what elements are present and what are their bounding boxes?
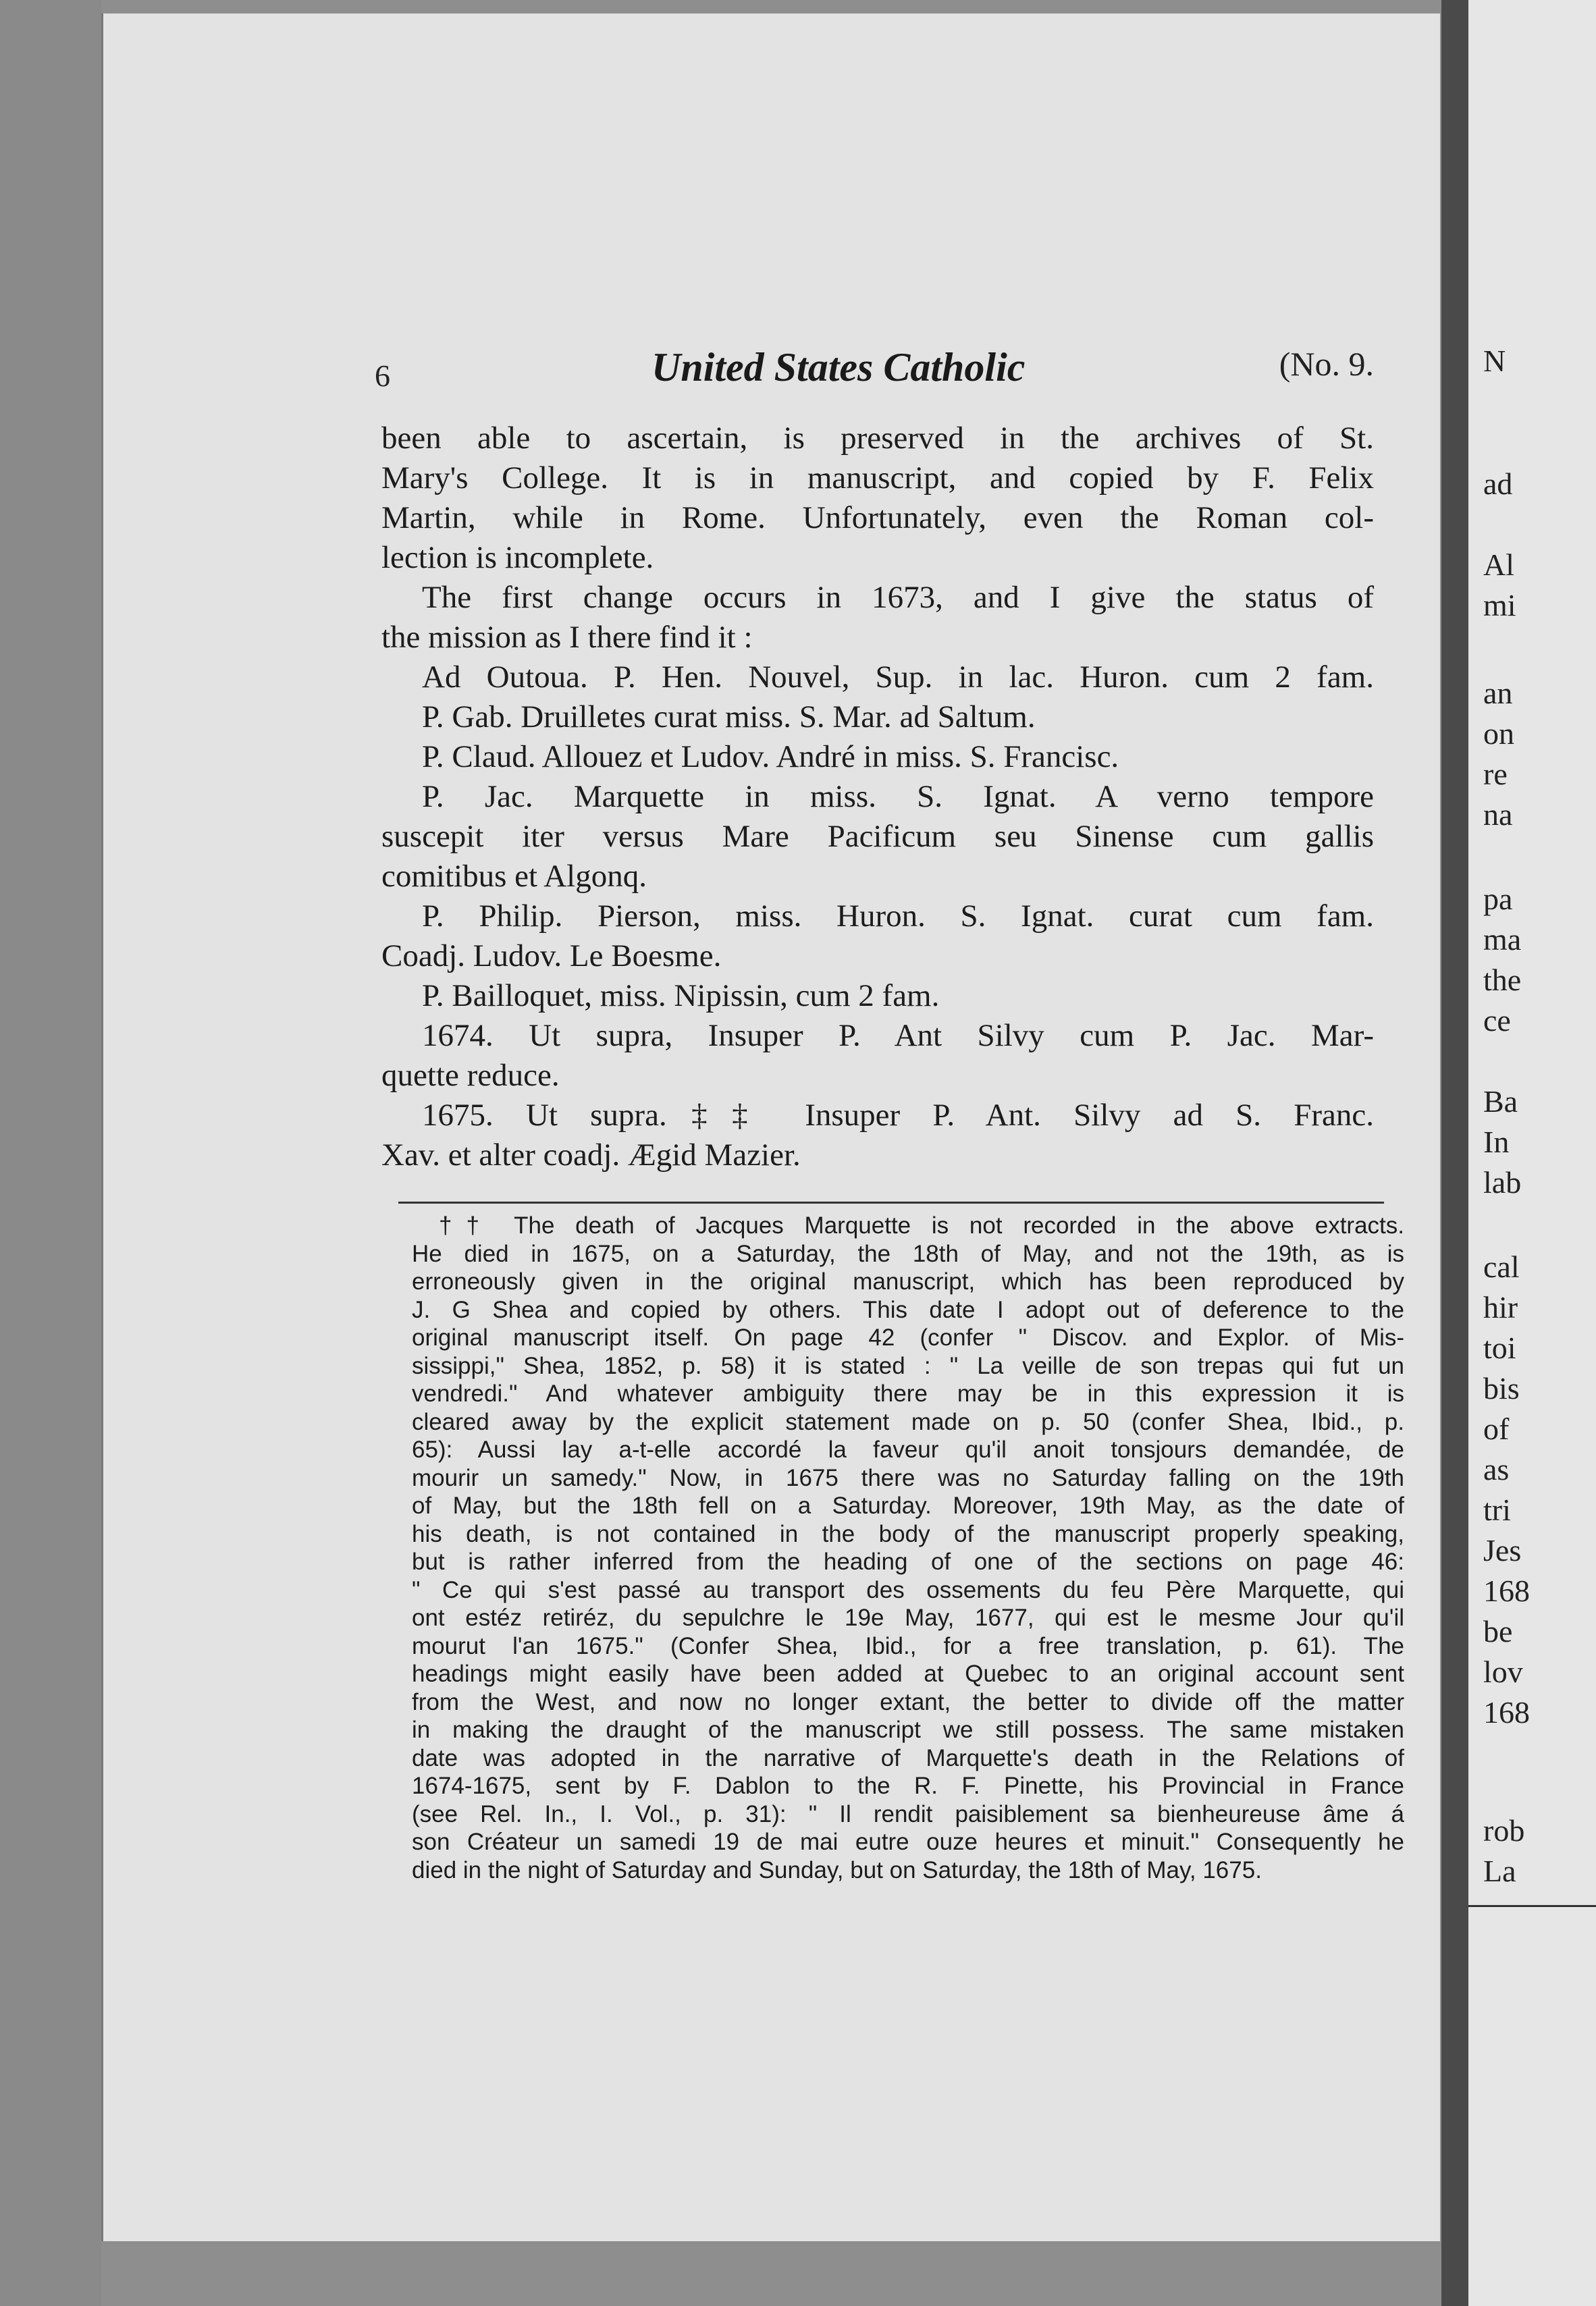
- neighbor-fragment: In: [1483, 1125, 1510, 1159]
- neighbor-fragment: na: [1483, 797, 1513, 832]
- body-line: P. Claud. Allouez et Ludov. André in miss. S. Francisc.: [422, 739, 1119, 774]
- footnote-rule: [398, 1202, 1384, 1204]
- neighbor-fragment: ad: [1483, 466, 1513, 501]
- footnote-line: vendredi." And whatever ambiguity there may be in this expression it is: [412, 1380, 1404, 1407]
- footnote-line: date was adopted in the narrative of Marquette's death in the Relations of: [412, 1744, 1404, 1771]
- neighbor-fragment: the: [1483, 963, 1522, 997]
- neighbor-fragment: cal: [1483, 1250, 1520, 1284]
- body-line: lection is incomplete.: [381, 540, 654, 575]
- footnote-line: He died in 1675, on a Saturday, the 18th of May, and not the 19th, as is: [412, 1240, 1404, 1267]
- footnote-line: " Ce qui s'est passé au transport des ossements du feu Père Marquette, qui: [412, 1576, 1404, 1603]
- neighbor-fragment: hir: [1483, 1290, 1518, 1324]
- body-line: suscepit iter versus Mare Pacificum seu Sinense cum gallis: [381, 819, 1374, 854]
- body-line: the mission as I there find it :: [381, 620, 753, 655]
- footnote-line: his death, is not contained in the body of the manuscript properly speaking,: [412, 1520, 1404, 1547]
- body-line: P. Gab. Druilletes curat miss. S. Mar. ad Saltum.: [422, 699, 1036, 734]
- neighbor-fragment: tri: [1483, 1493, 1511, 1527]
- footnote-line: died in the night of Saturday and Sunday, but on Saturday, the 18th of May, 1675.: [412, 1856, 1262, 1883]
- neighbor-fragment: re: [1483, 757, 1508, 791]
- running-head: [375, 344, 1374, 398]
- body-line: P. Jac. Marquette in miss. S. Ignat. A verno tempore: [422, 779, 1374, 814]
- footnote-line: but is rather inferred from the heading of one of the sections on page 46:: [412, 1549, 1404, 1575]
- body-line: Mary's College. It is in manuscript, and copied by F. Felix: [381, 460, 1374, 495]
- body-line: Ad Outoua. P. Hen. Nouvel, Sup. in lac. Huron. cum 2 fam.: [422, 660, 1374, 695]
- neighbor-fragment: Al: [1483, 547, 1514, 582]
- neighbor-fragment: of: [1483, 1412, 1510, 1446]
- body-line: Coadj. Ludov. Le Boesme.: [381, 938, 722, 973]
- journal-title: United States Catholic: [651, 345, 1026, 390]
- body-line: quette reduce.: [381, 1058, 560, 1093]
- body-line: P. Bailloquet, miss. Nipissin, cum 2 fam.: [422, 978, 940, 1013]
- footnote-line: (see Rel. In., I. Vol., p. 31): " Il rendit paisiblement sa bienheureuse âme á: [412, 1800, 1404, 1827]
- body-line: comitibus et Algonq.: [381, 859, 647, 894]
- footnote: [412, 1212, 1404, 1884]
- footnote-line: J. G Shea and copied by others. This date I adopt out of deference to the: [412, 1296, 1404, 1323]
- neighbor-fragment: bis: [1483, 1371, 1520, 1405]
- footnote-line: ont estéz retiréz, du sepulchre le 19e May, 1677, qui est le mesme Jour qu'il: [412, 1605, 1404, 1631]
- footnote-line: mourir un samedy." Now, in 1675 there was no Saturday falling on the 19th: [412, 1464, 1404, 1491]
- neighbor-fragment: 168: [1483, 1695, 1530, 1730]
- body-line: been able to ascertain, is preserved in the archives of St.: [381, 421, 1374, 456]
- neighbor-fragment: lov: [1483, 1655, 1523, 1689]
- neighbor-fragment: on: [1483, 716, 1514, 751]
- footnote-line: 1674-1675, sent by F. Dablon to the R. F. Pinette, his Provincial in France: [412, 1773, 1404, 1799]
- neighbor-fragment: ma: [1483, 922, 1522, 957]
- body-text: [381, 419, 1374, 1175]
- page-gutter: [1441, 0, 1468, 2306]
- footnote-line: erroneously given in the original manuscript, which has been reproduced by: [412, 1268, 1404, 1295]
- body-line: The first change occurs in 1673, and I give the status of: [422, 580, 1374, 615]
- footnote-line: son Créateur un samedi 19 de mai eutre ouze heures et minuit." Consequently he: [412, 1829, 1404, 1855]
- neighbor-fragment: La: [1483, 1854, 1516, 1888]
- footnote-line: of May, but the 18th fell on a Saturday. Moreover, 19th May, as the date of: [412, 1493, 1404, 1519]
- footnote-line: headings might easily have been added at Quebec to an original account sent: [412, 1661, 1404, 1687]
- neighbor-fragment: an: [1483, 676, 1513, 710]
- neighbor-fragment: toi: [1483, 1331, 1516, 1365]
- footnote-line: sissippi," Shea, 1852, p. 58) it is stated : " La veille de son trepas qui fut un: [412, 1352, 1404, 1379]
- footnote-line: from the West, and now no longer extant, the better to divide off the matter: [412, 1688, 1404, 1715]
- body-line: Martin, while in Rome. Unfortunately, even the Roman col-: [381, 500, 1374, 535]
- footnote-line: in making the draught of the manuscript we still possess. The same mistaken: [412, 1717, 1404, 1743]
- neighbor-fragment: rob: [1483, 1813, 1525, 1848]
- neighbor-fragment: ce: [1483, 1003, 1511, 1038]
- footnote-line: mourut l'an 1675." (Confer Shea, Ibid., for a free translation, p. 61). The: [412, 1632, 1404, 1659]
- scan-margin-left: [0, 0, 101, 2306]
- footnote-line: original manuscript itself. On page 42 (confer " Discov. and Explor. of Mis-: [412, 1324, 1404, 1351]
- issue-number: (No. 9.: [1279, 345, 1374, 383]
- neighbor-fragment: be: [1483, 1614, 1513, 1648]
- body-line: P. Philip. Pierson, miss. Huron. S. Ignat. curat cum fam.: [422, 899, 1374, 934]
- footnote-line: †† The death of Jacques Marquette is not recorded in the above extracts.: [439, 1212, 1404, 1239]
- neighbor-fragment: lab: [1483, 1165, 1522, 1200]
- neighbor-fragment: Jes: [1483, 1533, 1522, 1567]
- body-line: 1675. Ut supra.‡‡ Insuper P. Ant. Silvy ad S. Franc.: [422, 1098, 1374, 1133]
- neighbor-fragment: as: [1483, 1452, 1510, 1486]
- neighbor-fragment: pa: [1483, 882, 1513, 916]
- neighbor-fragment: mi: [1483, 588, 1516, 622]
- body-line: 1674. Ut supra, Insuper P. Ant Silvy cum P. Jac. Mar-: [422, 1018, 1374, 1053]
- footnote-line: cleared away by the explicit statement made on p. 50 (confer Shea, Ibid., p.: [412, 1408, 1404, 1435]
- neighbor-page: [1468, 0, 1596, 2306]
- neighbor-fragment: Ba: [1483, 1084, 1518, 1119]
- neighbor-rule: [1468, 1905, 1596, 1907]
- body-line: Xav. et alter coadj. Ægid Mazier.: [381, 1137, 801, 1173]
- neighbor-fragment: 168: [1483, 1574, 1530, 1608]
- page-number: 6: [375, 358, 390, 393]
- neighbor-fragment: N: [1483, 344, 1506, 378]
- footnote-line: 65): Aussi lay a-t-elle accordé la faveur qu'il anoit tonsjours demandée, de: [412, 1437, 1404, 1463]
